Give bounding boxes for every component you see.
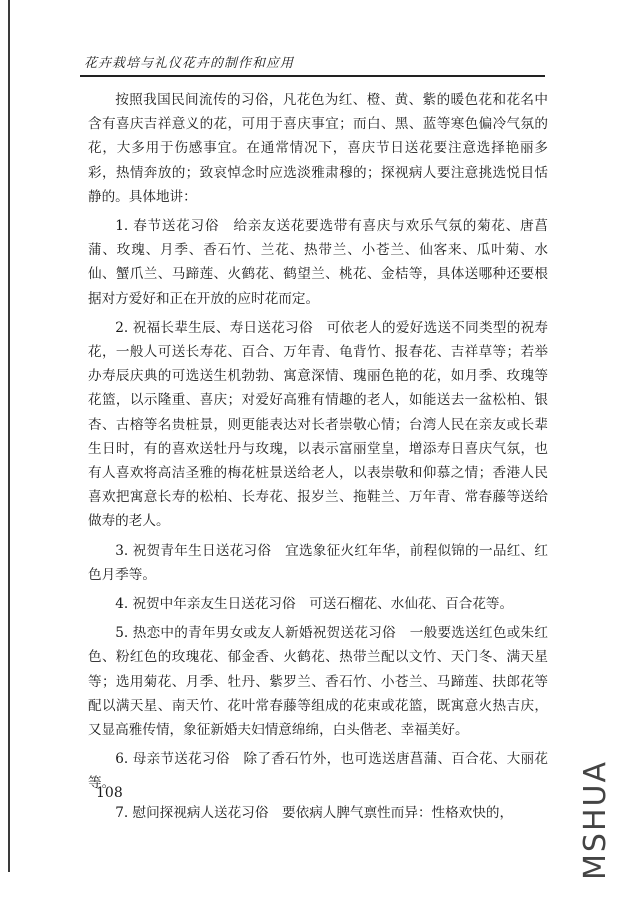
paragraph-intro: 按照我国民间流传的习俗，凡花色为红、橙、黄、紫的暖色花和花名中含有喜庆吉祥意义的花，可用于喜庆事宜；而白、黑、蓝等寒色偏冷气氛的花，大多用于伤感事宜。在通常情况下，喜庆节日送花要注意选择艳丽多彩，热情奔放的；致哀悼念时应选淡雅肃穆的；探视病人要注意挑选悦目恬静的。具体地讲：	[88, 92, 548, 205]
watermark: MSHUA	[578, 760, 613, 880]
paragraph-mothers-day: 6. 母亲节送花习俗 除了香石竹外，也可选送唐菖蒲、百合花、大丽花等。	[88, 751, 548, 792]
paragraph-visiting-patients: 7. 慰问探视病人送花习俗 要依病人脾气禀性而异：性格欢快的，	[115, 804, 514, 821]
page-number: 108	[96, 785, 123, 801]
paragraph-middle-age-birthday: 4. 祝贺中年亲友生日送花习俗 可送石榴花、水仙花、百合花等。	[115, 596, 514, 613]
paragraph-elder-birthday: 2. 祝福长辈生辰、寿日送花习俗 可依老人的爱好选送不同类型的祝寿花，一般人可送长寿花、百合、万年青、龟背竹、报春花、吉祥草等；若举办寿辰庆典的可选送生机勃勃、寓意深情、瑰丽色艳的花，如月季、玫瑰等花篮，以示隆重、喜庆；对爱好高雅有情趣的老人，如能送去一盆松柏、银杏、古榕等名贵桩景，则更能表达对长者崇敬心情；台湾人民在亲友或长辈生日时，有的喜欢送牡丹与玫瑰，以表示富丽堂皇，增添寿日喜庆气氛，也有人喜欢将高洁圣雅的梅花桩景送给老人，以表崇敬和仰慕之情；香港人民喜欢把寓意长寿的松柏、长寿花、报岁兰、拖鞋兰、万年青、常春藤等送给做寿的老人。	[88, 319, 548, 530]
paragraph-spring-festival: 1. 春节送花习俗 给亲友送花要选带有喜庆与欢乐气氛的菊花、唐菖蒲、玫瑰、月季、香石竹、兰花、热带兰、小苍兰、仙客来、瓜叶菊、水仙、蟹爪兰、马蹄莲、火鹤花、鹤望兰、桃花、金桔等，具体送哪种还要根据对方爱好和正在开放的应时花而定。	[88, 218, 548, 307]
running-title: 花卉栽培与礼仪花卉的制作和应用	[84, 56, 295, 71]
paragraph-youth-birthday: 3. 祝贺青年生日送花习俗 宜选象征火红年华，前程似锦的一品红、红色月季等。	[88, 542, 548, 583]
header-rule	[80, 75, 545, 77]
paragraph-wedding: 5. 热恋中的青年男女或友人新婚祝贺送花习俗 一般要选送红色或朱红色、粉红色的玫瑰花、郁金香、火鹤花、热带兰配以文竹、天门冬、满天星等；选用菊花、月季、牡丹、紫罗兰、香石竹、小苍兰、马蹄莲、扶郎花等配以满天星、南天竹、花叶常春藤等组成的花束或花篮，既寓意火热吉庆，又显高雅传情，象征新婚夫妇情意绵绵，白头偕老、幸福美好。	[88, 625, 548, 739]
page-body	[88, 88, 548, 830]
gutter-line	[8, 0, 10, 872]
